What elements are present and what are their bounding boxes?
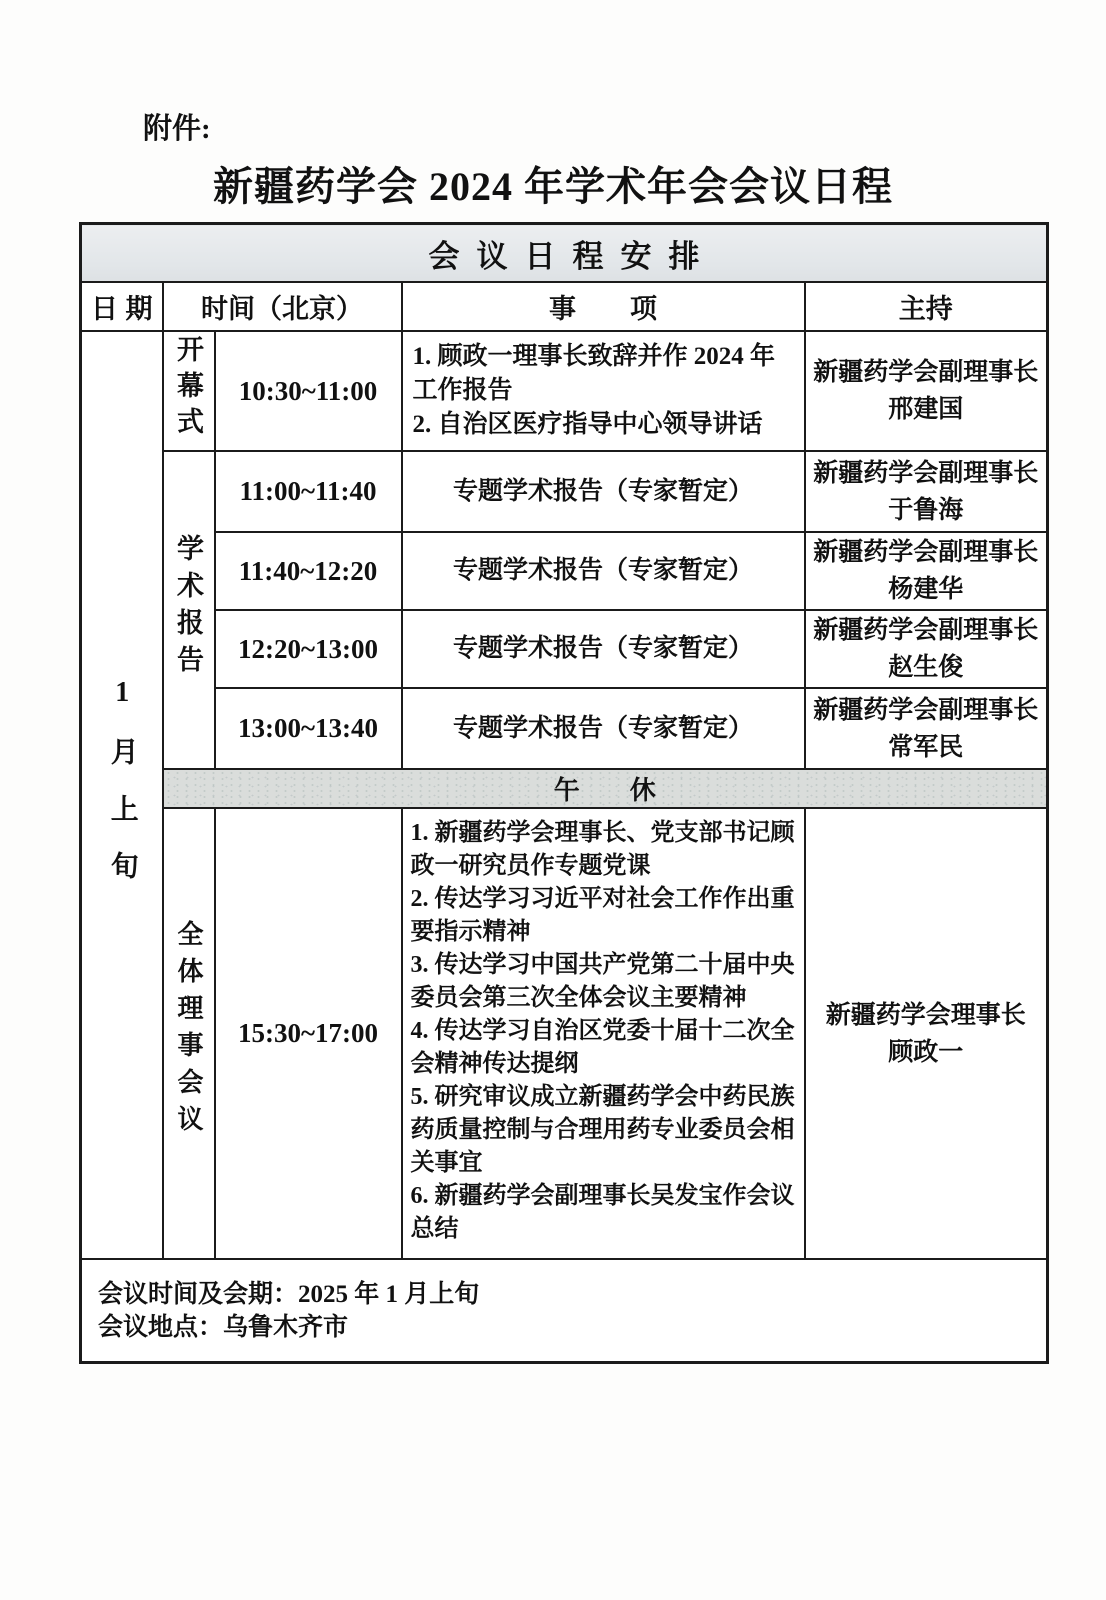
host-title: 新疆药学会副理事长 [813,359,1039,386]
host-cell [805,532,1048,610]
time-cell: 13:00~13:40 [215,688,402,769]
host-cell [805,451,1048,532]
host-title: 新疆药学会副理事长 [813,459,1039,487]
item-line: 4. 传达学习自治区党委十届十二次全会精神传达提纲 [410,1018,795,1077]
host-name: 杨建华 [888,576,964,603]
items-cell: 专题学术报告（专家暂定） [402,532,805,610]
schedule-table [79,222,1049,1364]
items-cell: 专题学术报告（专家暂定） [402,688,805,769]
host-name: 常军民 [888,733,964,761]
items-cell [402,331,805,451]
section-label-plenary-council: 全体理事会议 [163,808,215,1259]
lunch-break-band: 午 休 [163,769,1048,808]
lunch-break-row [81,769,1048,808]
col-header-host: 主持 [805,282,1048,331]
host-cell [805,808,1048,1259]
host-cell [805,610,1048,688]
col-header-date: 日 期 [81,282,163,331]
host-title: 新疆药学会理事长 [825,1001,1026,1029]
time-cell: 11:40~12:20 [215,532,402,610]
table-footer-row [81,1259,1048,1362]
table-title-row [81,224,1048,283]
col-header-items: 事 项 [402,282,805,331]
date-label: 1月上旬 [106,677,138,908]
host-title: 新疆药学会副理事长 [813,617,1039,644]
item-line: 6. 新疆药学会副理事长吴发宝作会议总结 [410,1183,795,1242]
item-line: 3. 传达学习中国共产党第二十届中央委员会第三次全体会议主要精神 [410,952,795,1011]
host-name: 赵生俊 [888,654,964,681]
table-title-band: 会议日程安排 [81,224,1048,283]
attachment-label: 附件: [143,113,211,145]
table-row-report-1 [81,451,1048,532]
table-row-opening [81,331,1048,451]
col-header-time: 时间（北京） [163,282,402,331]
time-cell: 15:30~17:00 [215,808,402,1259]
host-cell [805,688,1048,769]
item-line: 2. 传达学习习近平对社会工作作出重要指示精神 [410,886,795,945]
table-footer [81,1259,1048,1362]
document-title: 新疆药学会 2024 年学术年会会议日程 [213,164,893,209]
time-cell: 11:00~11:40 [215,451,402,532]
item-line: 1. 新疆药学会理事长、党支部书记顾政一研究员作专题党课 [410,820,795,879]
column-header-row [81,282,1048,331]
section-label-academic-reports: 学术报告 [163,451,215,769]
table-row-report-2 [81,532,1048,610]
item-line: 1. 顾政一理事长致辞并作 2024 年工作报告 [412,343,776,404]
meeting-location-line: 会议地点：乌鲁木齐市 [98,1314,349,1341]
host-title: 新疆药学会副理事长 [813,696,1039,724]
table-row-report-3 [81,610,1048,688]
time-cell: 10:30~11:00 [215,331,402,451]
items-cell: 专题学术报告（专家暂定） [402,610,805,688]
item-line: 5. 研究审议成立新疆药学会中药民族药质量控制与合理用药专业委员会相关事宜 [410,1084,795,1176]
host-cell [805,331,1048,451]
host-name: 于鲁海 [888,496,964,524]
date-cell [81,331,163,1259]
table-row-report-4 [81,688,1048,769]
items-cell [402,808,805,1259]
host-name: 邢建国 [888,396,964,423]
host-title: 新疆药学会副理事长 [813,539,1039,566]
table-row-plenary [81,808,1048,1259]
items-cell: 专题学术报告（专家暂定） [402,451,805,532]
meeting-date-line: 会议时间及会期：2025 年 1 月上旬 [98,1281,480,1308]
section-label-opening: 开幕式 [163,331,215,451]
item-line: 2. 自治区医疗指导中心领导讲话 [412,411,763,438]
host-name: 顾政一 [888,1038,964,1066]
time-cell: 12:20~13:00 [215,610,402,688]
